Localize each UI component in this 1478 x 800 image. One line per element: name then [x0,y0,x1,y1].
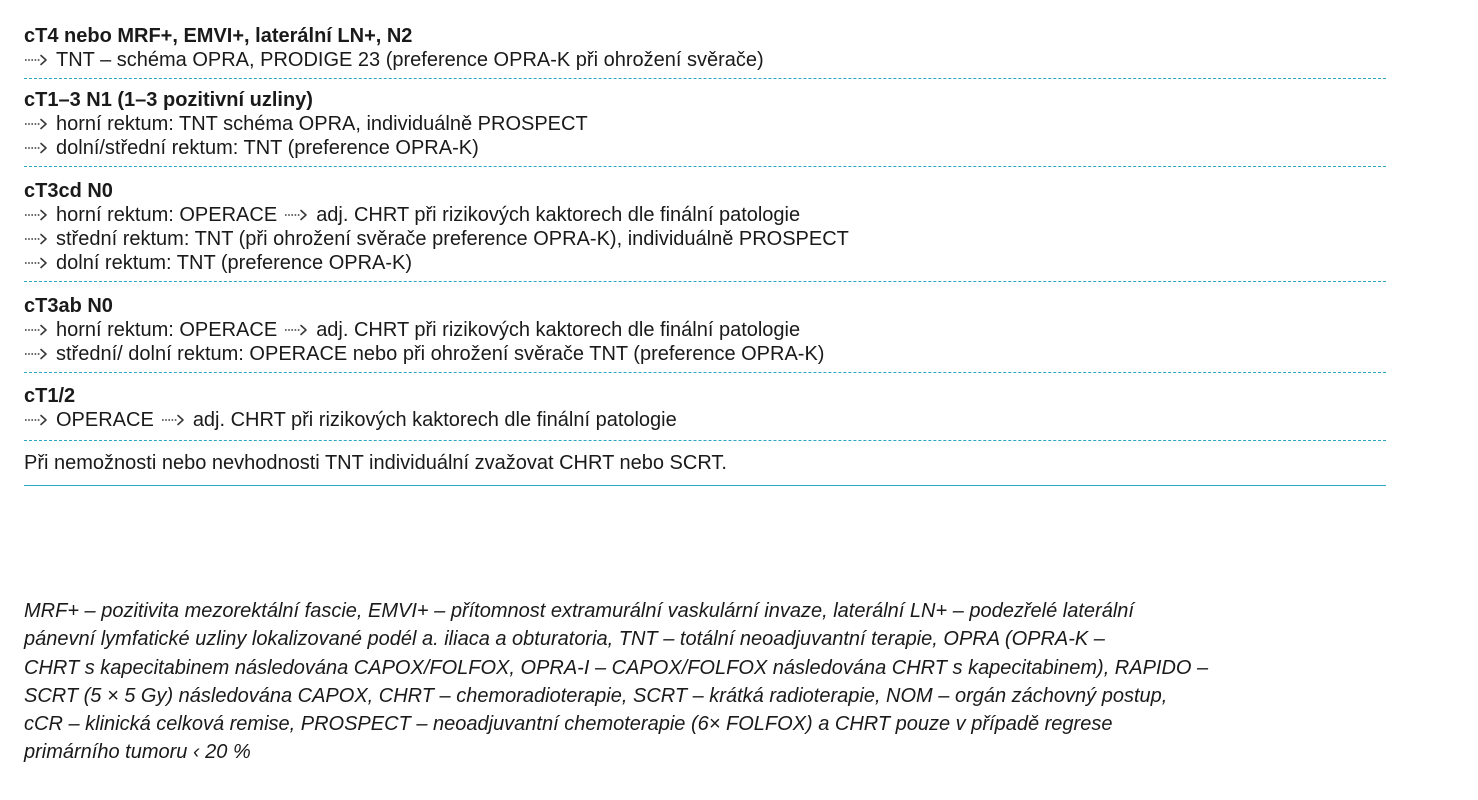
section-ct1-3-n1 [24,79,1386,167]
section-line [24,408,1386,432]
section-ct3cd-n0 [24,167,1386,282]
section-heading: cT1/2 [24,385,76,407]
line-text: horní rektum: TNT schéma OPRA, individuálně PROSPECT [56,113,588,135]
legend-line: MRF+ – pozitivita mezorektální fascie, EMVI+ – přítomnost extramurální vaskulární invaze, laterální LN+ – podezřelé laterální [24,600,1134,622]
section-ct4 [24,22,1386,79]
section-heading: cT4 nebo MRF+, EMVI+, laterální LN+, N2 [24,25,413,47]
dotted-right-arrow-icon [284,323,316,337]
line-text: dolní rektum: TNT (preference OPRA-K) [56,252,413,274]
line-text: TNT – schéma OPRA, PRODIGE 23 (preference OPRA-K při ohrožení svěrače) [56,49,764,71]
dotted-right-arrow-icon [24,232,56,246]
line-text: horní rektum: OPERACE [56,319,278,341]
note-text: Při nemožnosti nebo nevhodnosti TNT individuální zvažovat CHRT nebo SCRT. [24,452,727,474]
dotted-right-arrow-icon [24,208,56,222]
section-line [24,318,1386,342]
section-line [24,136,1386,160]
line-text: dolní/střední rektum: TNT (preference OPRA-K) [56,137,479,159]
section-line [24,251,1386,275]
line-text: adj. CHRT při rizikových kaktorech dle finální patologie [316,319,801,341]
line-text: adj. CHRT při rizikových kaktorech dle finální patologie [316,204,801,226]
section-line [24,227,1386,251]
dotted-right-arrow-icon [24,141,56,155]
section-line [24,203,1386,227]
section-line [24,48,1386,72]
line-text: horní rektum: OPERACE [56,204,278,226]
section-heading: cT1–3 N1 (1–3 pozitivní uzliny) [24,89,313,111]
line-text: střední/ dolní rektum: OPERACE nebo při ohrožení svěrače TNT (preference OPRA-K) [56,343,825,365]
line-text: střední rektum: TNT (při ohrožení svěrače preference OPRA-K), individuálně PROSPECT [56,228,849,250]
section-heading: cT3ab N0 [24,295,113,317]
dotted-right-arrow-icon [24,117,56,131]
dotted-right-arrow-icon [24,323,56,337]
legend-line: pánevní lymfatické uzliny lokalizované podél a. iliaca a obturatoria, TNT – totální neoadjuvantní terapie, OPRA (OPRA-K – [24,628,1105,651]
section-ct1-2 [24,373,1386,441]
legend-line: SCRT (5 × 5 Gy) následována CAPOX, CHRT – chemoradioterapie, SCRT – krátká radioterapie, NOM – orgán záchovný postup, [24,684,1168,707]
section-ct3ab-n0 [24,282,1386,373]
line-text: adj. CHRT při rizikových kaktorech dle finální patologie [192,409,677,431]
section-line [24,342,1386,366]
treatment-table [24,22,1386,486]
dotted-right-arrow-icon [24,53,56,67]
note-row [24,441,1386,486]
section-heading: cT3cd N0 [24,180,113,202]
abbreviations-legend [24,597,1404,767]
section-line [24,112,1386,136]
dotted-right-arrow-icon [284,208,316,222]
legend-line: CHRT s kapecitabinem následována CAPOX/FOLFOX, OPRA-I – CAPOX/FOLFOX následována CHRT s kapecitabinem), RAPIDO – [24,656,1209,679]
line-text: OPERACE [56,409,154,431]
legend-line: primárního tumoru ‹ 20 % [24,741,251,764]
legend-line: cCR – klinická celková remise, PROSPECT – neoadjuvantní chemoterapie (6× FOLFOX) a CHRT pouze v případě regrese [24,713,1113,736]
dotted-right-arrow-icon [24,347,56,361]
dotted-right-arrow-icon [24,413,56,427]
dotted-right-arrow-icon [161,413,193,427]
dotted-right-arrow-icon [24,256,56,270]
